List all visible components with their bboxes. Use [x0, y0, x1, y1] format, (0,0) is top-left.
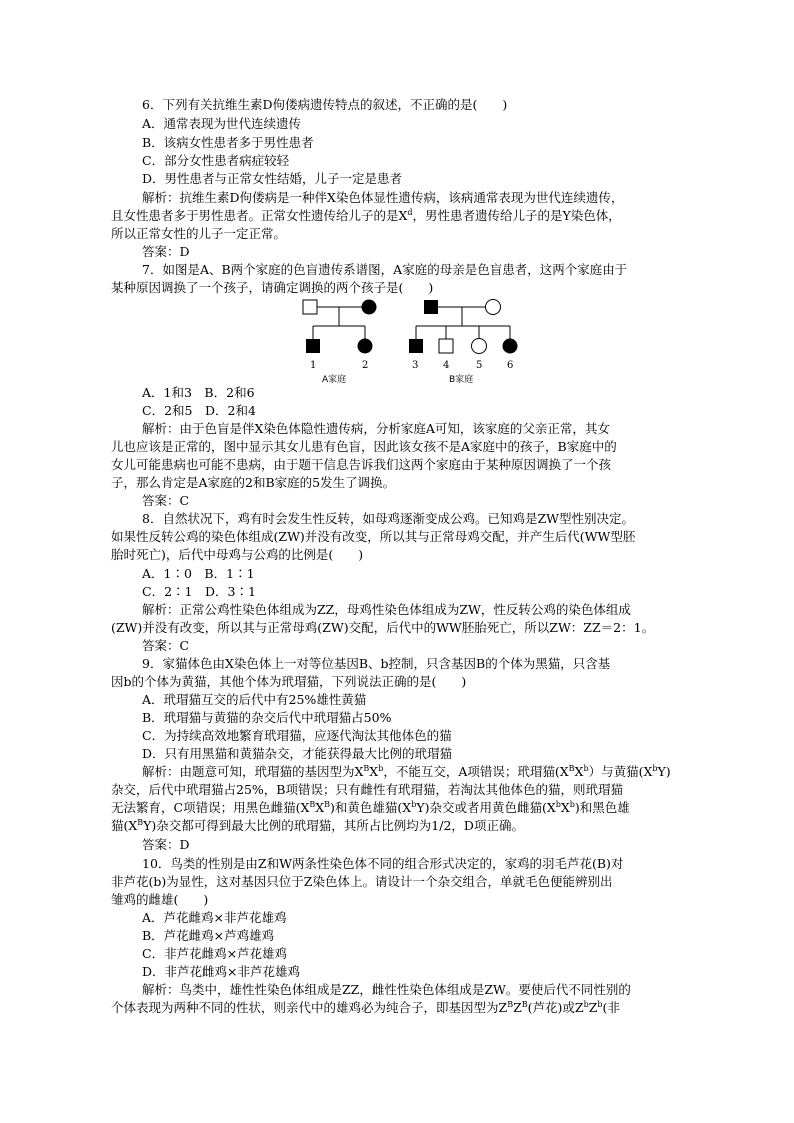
pedigree-label-6: 6	[507, 360, 514, 371]
q9-analysis-line: 无法繁育，C项错误；用黑色雌猫$(X^BX^B)$和黄色雄猫$(X^bY)$杂交或者用黄色雌猫$(X^bX^b)$和黑色雄	[111, 799, 630, 815]
q8-options-line: C．2∶1 D．3∶1	[142, 584, 256, 599]
q9-option-a: A．玳瑁猫互交的后代中有25%雄性黄猫	[142, 692, 367, 707]
pedigree-diagram	[296, 296, 526, 388]
q6-option-a: A．通常表现为世代连续遗传	[142, 116, 302, 131]
q10-analysis-line: 解析：鸟类中，雄性性染色体组成是ZZ，雌性性染色体组成是ZW。要使后代不同性别的	[142, 982, 631, 997]
q8-stem: 胎时死亡)，后代中母鸡与公鸡的比例是( )	[111, 547, 364, 562]
q8-options-line: A．1∶0 B．1∶1	[142, 566, 255, 581]
family-a-father-normal-male	[303, 300, 317, 314]
pedigree-label-5: 5	[476, 360, 483, 371]
family-a-child-1-affected-male	[306, 339, 320, 353]
q8-stem: 8．自然状况下，鸡有时会发生性反转，如母鸡逐渐变成公鸡。已知鸡是ZW型性别决定。	[142, 511, 634, 526]
q10-option-a: A．芦花雌鸡×非芦花雄鸡	[142, 910, 287, 925]
q10-stem: 10．鸟类的性别是由Z和W两条性染色体不同的组合形式决定的，家鸡的羽毛芦花(B)对	[142, 856, 624, 871]
q8-analysis-line: (ZW)并没有改变，所以其与正常母鸡(ZW)交配，后代中的WW胚胎死亡，所以ZW：ZZ＝2：1。	[111, 620, 655, 635]
q9-answer: 答案：D	[142, 837, 190, 852]
q6-option-c: C．部分女性患者病症较轻	[142, 153, 290, 168]
q6-analysis-line: 且女性患者多于男性患者。正常女性遗传给儿子的是$X^d$，男性患者遗传给儿子的是Y染色体，	[111, 207, 621, 223]
q7-stem: 7．如图是A、B两个家庭的色盲遗传系谱图，A家庭的母亲是色盲患者，这两个家庭由于	[142, 262, 628, 277]
q9-option-d: D．只有用黑猫和黄猫杂交，才能获得最大比例的玳瑁猫	[142, 746, 453, 761]
q6-analysis-line: 解析：抗维生素D佝偻病是一种伴X染色体显性遗传病，该病通常表现为世代连续遗传，	[142, 190, 624, 205]
q8-analysis-line: 解析：正常公鸡性染色体组成为ZZ，母鸡性染色体组成为ZW，性反转公鸡的染色体组成	[142, 602, 631, 617]
family-a-caption: A家庭	[322, 375, 347, 385]
q7-stem: 某种原因调换了一个孩子，请确定调换的两个孩子是( )	[111, 280, 434, 295]
q9-option-c: C．为持续高效地繁育玳瑁猫，应逐代淘汰其他体色的猫	[142, 728, 452, 743]
q6-analysis-line: 所以正常女性的儿子一定正常。	[111, 226, 287, 241]
pedigree-label-1: 1	[310, 360, 317, 371]
pedigree-label-3: 3	[412, 360, 419, 371]
q9-analysis-line: 杂交，后代中玳瑁猫占25%，B项错误；只有雌性有玳瑁猫，若淘汰其他体色的猫，则玳瑁猫	[111, 782, 623, 797]
q7-answer: 答案：C	[142, 493, 190, 508]
q8-stem: 如果性反转公鸡的染色体组成(ZW)并没有改变，所以其与正常母鸡交配，并产生后代(WW型胚	[111, 529, 636, 544]
q9-stem: 因b的个体为黄猫，其他个体为玳瑁猫，下列说法正确的是( )	[111, 674, 467, 689]
q10-analysis-line: 个体表现为两种不同的性状，则亲代中的雄鸡必为纯合子，即基因型为$Z^BZ^B$(芦花)或$Z^bZ^b$(非	[111, 999, 620, 1015]
q7-analysis-line: 儿也应该是正常的，图中显示其女儿患有色盲，因此该女孩不是A家庭中的孩子，B家庭中的	[111, 439, 617, 454]
q7-analysis-line: 子，那么肯定是A家庭的2和B家庭的5发生了调换。	[111, 475, 396, 490]
family-b-father-affected-male	[424, 300, 438, 314]
family-b-child-3-affected-male	[409, 339, 423, 353]
family-a-child-2-affected-female	[358, 339, 373, 354]
family-b-child-6-affected-female	[503, 339, 518, 354]
q7-analysis-line: 解析：由于色盲是伴X染色体隐性遗传病，分析家庭A可知，该家庭的父亲正常，其女	[142, 421, 610, 436]
q10-stem: 非芦花(b)为显性，这对基因只位于Z染色体上。请设计一个杂交组合，单就毛色便能辨别出	[111, 874, 613, 889]
family-b-caption: B家庭	[449, 375, 474, 385]
q10-option-c: C．非芦花雌鸡×芦花雄鸡	[142, 946, 288, 961]
q9-option-b: B．玳瑁猫与黄猫的杂交后代中玳瑁猫占50%	[142, 710, 392, 725]
q7-options-line: C．2和5 D．2和4	[142, 403, 256, 418]
q6-answer: 答案：D	[142, 244, 190, 259]
q7-analysis-line: 女儿可能患病也可能不患病，由于题干信息告诉我们这两个家庭由于某种原因调换了一个孩	[111, 457, 612, 472]
q9-stem: 9．家猫体色由X染色体上一对等位基因B、b控制，只含基因B的个体为黑猫，只含基	[142, 656, 611, 671]
q10-stem: 雏鸡的雌雄( )	[111, 892, 209, 907]
q7-options-line: A．1和3 B．2和6	[142, 385, 255, 400]
q6-stem: 6．下列有关抗维生素D佝偻病遗传特点的叙述，不正确的是( )	[142, 97, 508, 112]
q10-option-d: D．非芦花雌鸡×非芦花雄鸡	[142, 964, 300, 979]
q9-analysis-line: 解析：由题意可知，玳瑁猫的基因型为$X^BX^b$，不能互交，A项错误；玳瑁猫$(X^BX^b)$与黄猫$(X^bY)$	[142, 763, 671, 779]
q10-option-b: B．芦花雌鸡×芦鸡雄鸡	[142, 928, 275, 943]
pedigree-label-2: 2	[362, 360, 369, 371]
q8-answer: 答案：C	[142, 638, 190, 653]
family-a-mother-affected-female	[362, 300, 377, 315]
pedigree-label-4: 4	[443, 360, 450, 371]
family-b-mother-normal-female	[486, 300, 501, 315]
q9-analysis-line: 猫$(X^BY)$杂交都可得到最大比例的玳瑁猫，其所占比例均为1/2，D项正确。	[111, 817, 524, 833]
family-b-child-4-normal-male	[439, 339, 453, 353]
q6-option-d: D．男性患者与正常女性结婚，儿子一定是患者	[142, 171, 403, 186]
q6-option-b: B．该病女性患者多于男性患者	[142, 135, 314, 150]
family-b-child-5-normal-female	[472, 339, 487, 354]
